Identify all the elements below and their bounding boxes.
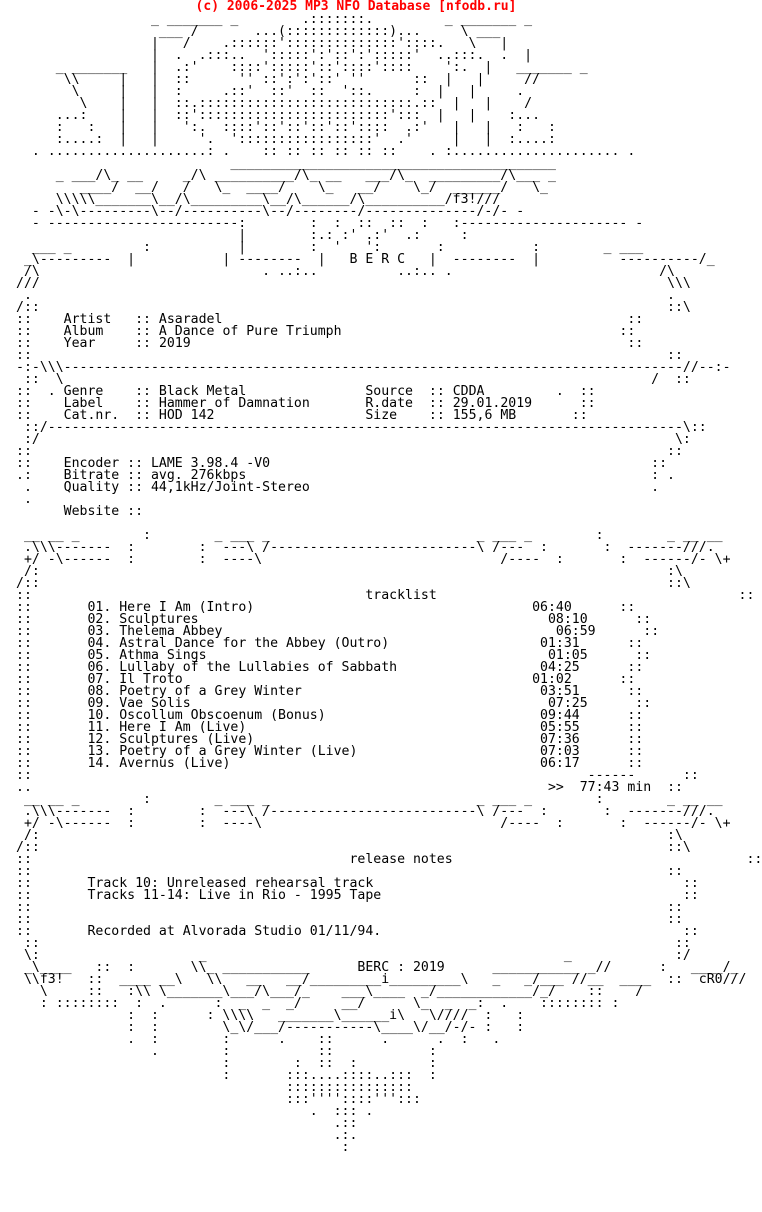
track-time: 05:55 <box>540 720 580 735</box>
track-item: 08. Poetry of a Grey Winter <box>87 684 302 699</box>
track-time: 06:40 <box>532 600 572 615</box>
note-line: Tracks 11-14: Live in Rio - 1995 Tape <box>87 888 382 903</box>
quality-value: 44,1kHz/Joint-Stereo <box>150 480 310 495</box>
bitrate-value: avg. 276kbps <box>150 468 247 483</box>
tracklist-banner-top: __ __ _ : _ ___ _ _ ___ _ : _ __ __ .\\\------- : : ---\ /--------------------------\ /--- : : -------///. +/ -\------ : : ----\ /---- : : ------/- \+ /: :\ /:: ::\ <box>16 528 731 591</box>
artist-label: Artist <box>63 312 112 327</box>
track-time: 06:59 <box>555 624 596 639</box>
track-time: 01:31 <box>540 636 580 651</box>
note-line: Recorded at Alvorada Studio 01/11/94. <box>87 924 382 939</box>
website-label: Website <box>63 504 120 519</box>
top-ascii-logo: _ _______ _ .:::::::. _ _______ _ ___ / ...(:::::::::::::)... \ ___ | / .::::::'::::::::::::::'::::. \ | | . .:::.. ':::::':'::':':::::' ..:::. . | _ _______ | .:' ::::':::::'::'::::':::: ':. | _______ _ \\ | | :: '' ::':':'::' '' :: | | // \ | | : .::' ::' :: '::. : | | . \ | | ::.:::::::::::::::::::::::::::.:: | | / ...: | | ::'::::::::::::::::::::::::'::: | | :... : : | | ':. ::::'::'::'::'::':::: .:' | | : : :....: | | '. ':::::::::::::::::' .' | | :....: . ....................: . :: :: :: :: :: :: . :..................... . _________________________________________ _ ___/\_ __ _/\ __________/\_ __ ___/\_ _________/\___ _ ____/ __/ / \_ ____/ \_ __/ \_/ ______/ \_ \\\\\_______\__/\_________\__/\______/\__________/f3!/// - -\-\---------\--/----------\--/--------/--------------/-/- - - ------------------------: : : :: :: : :--------------------- - | :.: :' .:' .: : ___ _ : | : ' ': : : _ ___ _\--------- | | -------- | B E R C | -------- | ----------/_ /\ . ..:.. ..:.. . /\ /// \\\ <box>16 12 715 291</box>
site-header: (c) 2006-2025 MP3 NFO Database [nfodb.ru] <box>195 0 517 14</box>
label-label: Label <box>63 396 104 411</box>
label-value: Hammer of Damnation <box>158 396 310 411</box>
year-label: Year <box>63 336 96 351</box>
size-value: 155,6 MB <box>452 408 517 423</box>
track-time: 01:05 <box>547 648 588 663</box>
track-item: 02. Sculptures <box>87 612 199 627</box>
track-item: 06. Lullaby of the Lullabies of Sabbath <box>87 660 398 675</box>
track-item: 01. Here I Am (Intro) <box>87 600 255 615</box>
track-item: 05. Athma Sings <box>87 648 207 663</box>
track-time: 06:17 <box>540 756 580 771</box>
track-time: 07:36 <box>540 732 580 747</box>
quality-label: Quality <box>63 480 120 495</box>
source-label: Source <box>365 384 413 399</box>
track-item: 09. Vae Solis <box>87 696 191 711</box>
track-time: 01:02 <box>532 672 572 687</box>
year-value: 2019 <box>158 336 191 351</box>
nfo-content: _ _______ _ .:::::::. _ _______ _ ___ / ...(:::::::::::::)... \ ___ | / .::::::'::::::::::::::'::::. \ | | . .:::.. ':::::':'::':':::::' ..:::. . | _ _______ | .:' ::::':::::'::'::::':::: ':. | _______ _ \\ | | :: '' ::':':'::' '' :: | | // \ | | : .::' ::' :: '::. : | | . \ | | ::.:::::::::::::::::::::::::::.:: | | / ...: | | ::'::::::::::::::::::::::::'::: | | :... : : | | ':. ::::'::'::'::'::':::: .:' | | : : :....: | | '. ':::::::::::::::::' .' | | :....: . ....................: . :: :: :: :: :: :: . :..................... . _________________________________________ _ ___/\_ __ _/\ __________/\_ __ ___/\_ _________/\___ _ ____/ __/ / \_ ____/ \_ __/ \_/ ______/ \_ \\\\\_______\__/\_________\__/\______/\__________/f3!/// - -\-\---------\--/----------\--/--------/--------------/-/- - - ------------------------: : : :: :: : :--------------------- - | :.: :' .:' .: : ___ _ : | : ' ': : : _ ___ _\--------- | | -------- | B E R C | -------- | ----------/_ /\ . ..:.. ..:.. . /\ /// \\\ . . /:: ::\ :: Artist :: Asaradel :: :: Album :: A Dance of Pure Triumph :: :: Year :: 2019 :: :: :: -:-\\\------------------------------------------------------------------------------//--:- :: \ / :: :: . Genre :: Black Metal Source :: CDDA . :: :: Label :: Hammer of Damnation R.date :: 29.01.2019 :: :: Cat.nr. :: HOD 142 Size :: 155,6 MB :: ::/--------------------------------------------------------------------------------\:: :/ \: :: :: :: Encoder :: LAME 3.98.4 -V0 :: .: Bitrate :: avg. 276kbps : . . Quality :: 44,1kHz/Joint-Stereo . . Website :: __ __ _ : _ ___ _ _ ___ _ : _ __ __ .\\\------- : : ---\ /--------------------------\ /--- : : -------///. +/ -\------ : : ----\ /---- : : ------/- \+ /: :\ /:: ::\ :: tracklist :: :: 01. Here I Am (Intro) 06:40 :: :: 02. Sculptures 08:10 :: :: 03. Thelema Abbey 06:59 :: :: 04. Astral Dance for the Abbey (Outro) 01:31 :: :: 05. Athma Sings 01:05 :: :: 06. Lullaby of the Lullabies of Sabbath 04:25 :: :: 07. Il Troto 01:02 :: :: 08. Poetry of a Grey Winter 03:51 :: :: 09. Vae Solis 07:25 :: :: 10. Oscollum Obscoenum (Bonus) 09:44 :: :: 11. Here I Am (Live) 05:55 :: :: 12. Sculptures (Live) 07:36 :: :: 13. Poetry of a Grey Winter (Live) 07:03 :: :: 14. Avernus (Live) 06:17 :: :: ------ :: .. >> 77:43 min :: __ __ _ : _ ___ _ _ ___ _ : _ __ __ .\\\------- : : ---\ /--------------------------\ /--- : : -------///. +/ -\------ : : ----\ /---- : : ------/- \+ /: :\ /:: ::\ :: release notes :: :: :: :: Track 10: Unreleased rehearsal track :: :: Tracks 11-14: Live in Rio - 1995 Tape :: :: :: :: :: :: Recorded at Alvorada Studio 01/11/94. :: :: :: \: _ _ :/ _\____ :: : \\_ ___________ BERC : 2019 ___________ _// : ____/_ \\f3! :: ____ __\ \\ __ __/_________i_________\ _ _/___ //__ ____ :: cR0/// \ :: :\\ \_______\___/\___/_ ___\____ _/____________/_/ :: / : :::::::: : . : _ _ _/ __/ \_ _ _: . :::::::: : : : : \\\\ _______\______i\ \//// : : : : \_\/___/-----------\____\/__/-/- : : . : : . :: . . : . . : :: : : : :: : : : :::....::::..::: : :::::::::::::::: :::''''::::'''::: . ::: . .:: .:. : <box>16 12 762 1155</box>
genre-label: Genre <box>63 384 104 399</box>
encoder-value: LAME 3.98.4 -V0 <box>150 456 271 471</box>
rdate-label: R.date <box>365 396 413 411</box>
tracklist-heading: tracklist <box>365 588 437 603</box>
total-time: 77:43 min <box>579 780 652 795</box>
catnr-label: Cat.nr. <box>63 408 120 423</box>
note-line: Track 10: Unreleased rehearsal track <box>87 876 374 891</box>
notes-heading: release notes <box>349 852 453 867</box>
notes-banner-top: __ __ _ : _ ___ _ _ ___ _ : _ __ __ .\\\------- : : ---\ /--------------------------\ /--- : : -------///. +/ -\------ : : ----\ /---- : : ------/- \+ /: :\ /:: ::\ <box>16 792 731 855</box>
bitrate-label: Bitrate <box>63 468 120 483</box>
track-item: 14. Avernus (Live) <box>87 756 231 771</box>
divider-mid: ::/--------------------------------------------------------------------------------\:: :/ \: <box>23 420 707 447</box>
catnr-value: HOD 142 <box>158 408 215 423</box>
encoder-label: Encoder <box>63 456 120 471</box>
size-label: Size <box>365 408 398 423</box>
album-label: Album <box>63 324 104 339</box>
rdate-value: 29.01.2019 <box>452 396 533 411</box>
track-item: 10. Oscollum Obscoenum (Bonus) <box>87 708 326 723</box>
divider-top: -:-\\\------------------------------------------------------------------------------//--:- :: \ / :: <box>16 360 731 387</box>
track-time: 09:44 <box>540 708 580 723</box>
album-value: A Dance of Pure Triumph <box>158 324 342 339</box>
track-item: 11. Here I Am (Live) <box>87 720 247 735</box>
track-time: 07:25 <box>547 696 588 711</box>
track-time: 07:03 <box>540 744 580 759</box>
genre-value: Black Metal <box>158 384 247 399</box>
track-item: 13. Poetry of a Grey Winter (Live) <box>87 744 358 759</box>
track-item: 04. Astral Dance for the Abbey (Outro) <box>87 636 390 651</box>
track-item: 12. Sculptures (Live) <box>87 732 255 747</box>
track-item: 03. Thelema Abbey <box>87 624 223 639</box>
track-time: 08:10 <box>547 612 588 627</box>
source-value: CDDA <box>452 384 485 399</box>
track-time: 04:25 <box>540 660 580 675</box>
artist-value: Asaradel <box>158 312 223 327</box>
track-item: 07. Il Troto <box>87 672 183 687</box>
track-time: 03:51 <box>540 684 580 699</box>
bottom-ascii-art: :: :: \: _ _ :/ _\____ :: : \\_ ___________ BERC : 2019 ___________ _// : ____/_ \\f3! :: ____ __\ \\ __ __/_________i_________\ _ _/___ //__ ____ :: cR0/// \ :: :\\ \_______\___/\___/_ ___\____ _/____________/_/ :: / : :::::::: : . : _ _ _/ __/ \_ _ _: . :::::::: : : : : \\\\ _______\______i\ \//// : : : : \_\/___/-----------\____\/__/-/- : : . : : . :: . . : . . : :: : : : :: : : : :::....::::..::: : :::::::::::::::: :::''''::::'''::: . ::: . .:: .:. : <box>23 936 747 1155</box>
